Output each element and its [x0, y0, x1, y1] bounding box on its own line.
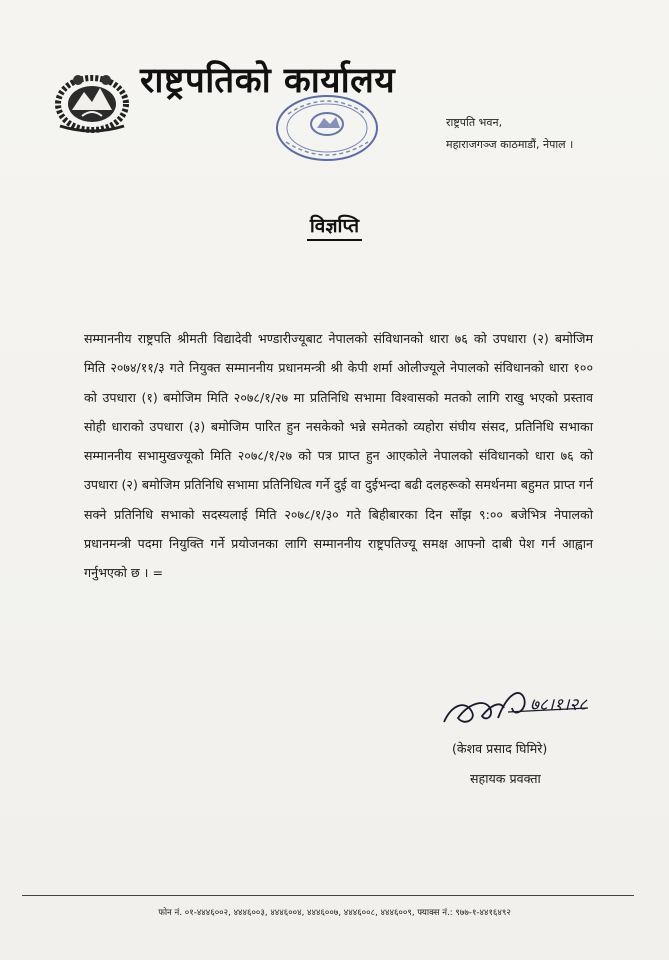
- svg-text:७८।१।२८: ७८।१।२८: [530, 695, 588, 715]
- national-emblem-icon: [52, 70, 132, 134]
- footer-divider: [22, 895, 634, 896]
- footer-contact: फोन नं. ०१-४४४६००२, ४४४६००३, ४४४६००४, ४४४६००७, ४४४६००८, ४४४६००९, फ्याक्स नं.: ९७७-१-४४१६४९२: [158, 908, 511, 918]
- signer-title: सहायक प्रवक्ता: [470, 771, 541, 786]
- office-address: [446, 112, 573, 156]
- notice-body: सम्माननीय राष्ट्रपति श्रीमती विद्यादेवी भण्डारीज्यूबाट नेपालको संविधानको धारा ७६ को उपधारा (२) बमोजिम मिति २०७४/११/३ गते नियुक्त सम्माननीय प्रधानमन्त्री श्री केपी शर्मा ओलीज्यूले नेपालको संविधानको धारा १०० को उपधारा (१) बमोजिम मिति २०७८/१/२७ मा प्रतिनिधि सभामा विश्वासको मतको लागि राखु भएको प्रस्ताव सोही धाराको उपधारा (३) बमोजिम पारित हुन नसकेको भन्ने समेतको व्यहोरा संघीय संसद, प्रतिनिधि सभाका सम्माननीय सभामुखज्यूको मिति २०७८/१/२७ को पत्र प्राप्त हुन आएकोले नेपालको संविधानको धारा ७६ को उपधारा (२) बमोजिम प्रतिनिधि सभामा प्रतिनिधित्व गर्ने दुई वा दुईभन्दा बढी दलहरूको समर्थनमा बहुमत प्राप्त गर्न सक्ने प्रतिनिधि सभाको सदस्यलाई मिति २०७८/१/३० गते बिहीबारका दिन साँझ ९:०० बजेभित्र नेपालको प्रधानमन्त्री पदमा नियुक्ति गर्ने प्रयोजनका लागि सम्माननीय राष्ट्रपतिज्यू समक्ष आफ्नो दाबी पेश गर्न आह्वान गर्नुभएको छ । =: [84, 331, 593, 581]
- office-seal-stamp-icon: [272, 90, 382, 166]
- handwritten-signature-icon: [438, 682, 628, 732]
- address-line-2: महाराजगञ्ज काठमाडौं, नेपाल ।: [446, 138, 574, 151]
- office-title: राष्ट्रपतिको कार्यालय: [140, 61, 396, 101]
- notice-heading: [0, 212, 669, 238]
- address-line-1: राष्ट्रपति भवन,: [446, 116, 503, 129]
- notice-heading-text: विज्ञप्ति: [307, 215, 362, 241]
- signer-name: (केशव प्रसाद घिमिरे): [452, 741, 548, 756]
